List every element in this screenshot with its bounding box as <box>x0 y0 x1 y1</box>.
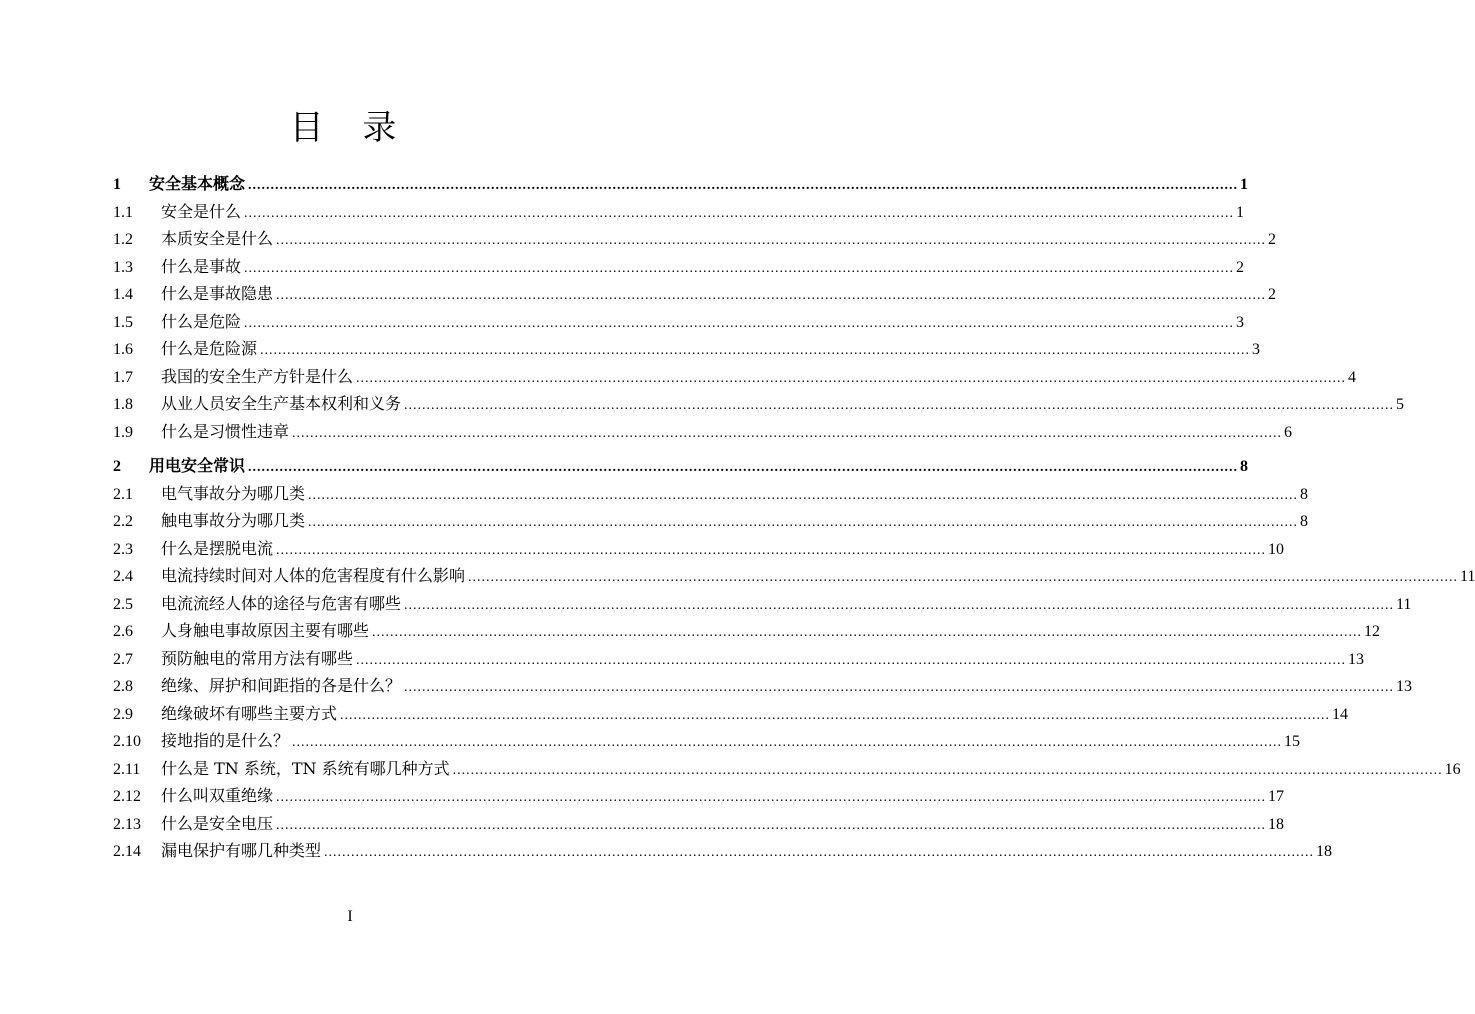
toc-entry-number: 2.14 <box>113 843 141 860</box>
toc-entry-title: 什么是摆脱电流 <box>161 538 274 558</box>
toc-entry-page: 8 <box>1240 458 1249 475</box>
toc-entry-page: 3 <box>1236 313 1245 331</box>
toc-entry-number: 1.4 <box>113 286 133 303</box>
toc-entry-title: 什么是习惯性违章 <box>161 421 290 441</box>
toc-dot-leader: ............................................................................................................................................................................................................................ <box>468 570 1459 585</box>
toc-dot-leader: ............................................................................................................................................................................................................................ <box>244 260 1235 276</box>
toc-dot-leader: ............................................................................................................................................................................................................................ <box>276 817 1267 833</box>
toc-entry-page: 10 <box>1268 540 1285 558</box>
toc-entry-number: 2.13 <box>113 815 141 833</box>
toc-dot-leader: ............................................................................................................................................................................................................................ <box>276 542 1267 558</box>
toc-dot-leader: ............................................................................................................................................................................................................................ <box>276 790 1267 805</box>
toc-dot-leader: ............................................................................................................................................................................................................................ <box>248 460 1239 475</box>
toc-section-entry[interactable] <box>113 507 1309 535</box>
toc-section-entry[interactable] <box>113 280 1277 308</box>
toc-section-entry[interactable] <box>113 562 1475 590</box>
toc-dot-leader: ............................................................................................................................................................................................................................ <box>260 343 1251 358</box>
toc-section-entry[interactable] <box>113 755 1461 783</box>
toc-section-entry[interactable] <box>113 363 1357 391</box>
toc-entry-title: 漏电保护有哪几种类型 <box>161 841 322 860</box>
toc-entry-page: 6 <box>1284 423 1293 441</box>
toc-entry-number: 2.12 <box>113 788 141 805</box>
toc-section-entry[interactable] <box>113 700 1349 728</box>
toc-entry-number: 1.1 <box>113 203 133 221</box>
toc-section-entry[interactable] <box>113 390 1405 418</box>
toc-entry-page: 1 <box>1236 203 1245 221</box>
footer-page-number: I <box>347 908 353 925</box>
toc-entry-page: 2 <box>1268 231 1277 248</box>
toc-entry-number: 2.2 <box>113 513 133 530</box>
toc-entry-title: 触电事故分为哪几类 <box>161 511 306 530</box>
toc-entry-number: 2.11 <box>113 760 141 778</box>
toc-section-entry[interactable] <box>113 418 1293 446</box>
toc-section-entry[interactable] <box>113 645 1365 673</box>
toc-entry-number: 1.5 <box>113 313 133 331</box>
toc-entry-title: 我国的安全生产方针是什么 <box>161 366 354 386</box>
toc-section-entry[interactable] <box>113 837 1333 865</box>
toc-chapter-entry[interactable] <box>113 170 1249 198</box>
toc-section-entry[interactable] <box>113 590 1412 618</box>
toc-section-entry[interactable] <box>113 727 1301 755</box>
toc-section-entry[interactable] <box>113 198 1245 226</box>
toc-entry-page: 3 <box>1252 341 1261 358</box>
toc-entry-title: 安全是什么 <box>161 201 242 221</box>
toc-dot-leader: ............................................................................................................................................................................................................................ <box>404 398 1395 413</box>
toc-entry-number: 2.6 <box>113 623 133 640</box>
toc-section-entry[interactable] <box>113 335 1261 363</box>
toc-entry-number: 2.4 <box>113 568 133 585</box>
toc-section-entry[interactable] <box>113 308 1245 336</box>
toc-entry-page: 4 <box>1348 368 1357 386</box>
toc-entry-number: 2.9 <box>113 705 133 723</box>
toc-dot-leader: ............................................................................................................................................................................................................................ <box>244 315 1235 331</box>
toc-entry-number: 2.8 <box>113 678 133 695</box>
toc-dot-leader: ............................................................................................................................................................................................................................ <box>356 652 1347 668</box>
toc-dot-leader: ............................................................................................................................................................................................................................ <box>292 735 1283 750</box>
toc-entry-page: 8 <box>1300 485 1309 503</box>
toc-dot-leader: ............................................................................................................................................................................................................................ <box>404 597 1395 613</box>
toc-entry-page: 16 <box>1444 760 1461 778</box>
toc-dot-leader: ............................................................................................................................................................................................................................ <box>292 425 1283 441</box>
toc-dot-leader: ............................................................................................................................................................................................................................ <box>452 762 1443 778</box>
toc-entry-number: 2.10 <box>113 733 141 750</box>
toc-entry-page: 18 <box>1268 815 1285 833</box>
toc-entry-title: 什么是事故 <box>161 256 242 276</box>
toc-entry-title: 绝缘、屏护和间距指的各是什么？ <box>161 676 402 695</box>
toc-entry-number: 1.2 <box>113 231 133 248</box>
toc-dot-leader: ............................................................................................................................................................................................................................ <box>276 288 1267 303</box>
toc-dot-leader: ............................................................................................................................................................................................................................ <box>276 233 1267 248</box>
toc-dot-leader: ............................................................................................................................................................................................................................ <box>244 205 1235 221</box>
toc-entry-number: 1.3 <box>113 258 133 276</box>
toc-entry-number: 1.7 <box>113 368 133 386</box>
toc-entry-title: 本质安全是什么 <box>161 229 274 248</box>
toc-entry-number: 2.5 <box>113 595 133 613</box>
toc-entry-page: 11 <box>1396 595 1412 613</box>
toc-section-entry[interactable] <box>113 225 1277 253</box>
toc-entry-title: 用电安全常识 <box>149 456 246 475</box>
toc-entry-page: 17 <box>1268 788 1285 805</box>
toc-section-entry[interactable] <box>113 782 1285 810</box>
toc-section-entry[interactable] <box>113 617 1381 645</box>
toc-entry-title: 什么叫双重绝缘 <box>161 786 274 805</box>
toc-dot-leader: ............................................................................................................................................................................................................................ <box>340 707 1331 723</box>
toc-entry-number: 2.1 <box>113 485 133 503</box>
toc-entry-page: 14 <box>1332 705 1349 723</box>
toc-section-entry[interactable] <box>113 672 1413 700</box>
toc-entry-page: 12 <box>1364 623 1381 640</box>
toc-entry-page: 18 <box>1316 843 1333 860</box>
toc-section-entry[interactable] <box>113 253 1245 281</box>
toc-entry-number: 1.6 <box>113 341 133 358</box>
toc-entry-page: 11 <box>1460 568 1475 585</box>
toc-entry-page: 13 <box>1396 678 1413 695</box>
toc-entry-title: 什么是事故隐患 <box>161 284 274 303</box>
toc-dot-leader: ............................................................................................................................................................................................................................ <box>324 845 1315 860</box>
toc-dot-leader: ............................................................................................................................................................................................................................ <box>308 515 1299 530</box>
toc-entry-number: 2.3 <box>113 540 133 558</box>
toc-dot-leader: ............................................................................................................................................................................................................................ <box>308 487 1299 503</box>
toc-entry-page: 8 <box>1300 513 1309 530</box>
toc-entry-number: 2 <box>113 458 121 475</box>
toc-entry-title: 电气事故分为哪几类 <box>161 483 306 503</box>
toc-entry-page: 1 <box>1240 176 1249 193</box>
toc-entry-number: 1 <box>113 176 121 193</box>
page-title: 目 录 <box>289 108 411 148</box>
toc-entry-title: 什么是危险源 <box>161 339 258 358</box>
toc-entry-title: 什么是危险 <box>161 311 242 331</box>
toc-entry-number: 2.7 <box>113 650 133 668</box>
toc-entry-page: 2 <box>1268 286 1277 303</box>
toc-entry-number: 1.9 <box>113 423 133 441</box>
toc-section-entry[interactable] <box>113 535 1285 563</box>
toc-entry-title: 电流流经人体的途径与危害有哪些 <box>161 593 402 613</box>
toc-entry-title: 安全基本概念 <box>149 174 246 193</box>
toc-entry-title: 电流持续时间对人体的危害程度有什么影响 <box>161 566 466 585</box>
toc-entry-number: 1.8 <box>113 396 133 413</box>
toc-entry-title: 绝缘破坏有哪些主要方式 <box>161 703 338 723</box>
toc-dot-leader: ............................................................................................................................................................................................................................ <box>248 178 1239 193</box>
toc-dot-leader: ............................................................................................................................................................................................................................ <box>372 625 1363 640</box>
toc-section-entry[interactable] <box>113 810 1285 838</box>
toc-entry-title: 什么是安全电压 <box>161 813 274 833</box>
toc-entry-title: 从业人员安全生产基本权利和义务 <box>161 394 402 413</box>
toc-entry-page: 15 <box>1284 733 1301 750</box>
table-of-contents <box>113 170 1475 865</box>
toc-entry-page: 13 <box>1348 650 1365 668</box>
toc-entry-title: 什么是 TN 系统，TN 系统有哪几种方式 <box>161 758 450 778</box>
toc-entry-title: 接地指的是什么？ <box>161 731 290 750</box>
toc-entry-page: 2 <box>1236 258 1245 276</box>
toc-entry-title: 人身触电事故原因主要有哪些 <box>161 621 370 640</box>
toc-entry-page: 5 <box>1396 396 1405 413</box>
toc-chapter-entry[interactable] <box>113 452 1249 480</box>
toc-dot-leader: ............................................................................................................................................................................................................................ <box>356 370 1347 386</box>
toc-entry-title: 预防触电的常用方法有哪些 <box>161 648 354 668</box>
toc-section-entry[interactable] <box>113 480 1309 508</box>
toc-dot-leader: ............................................................................................................................................................................................................................ <box>404 680 1395 695</box>
